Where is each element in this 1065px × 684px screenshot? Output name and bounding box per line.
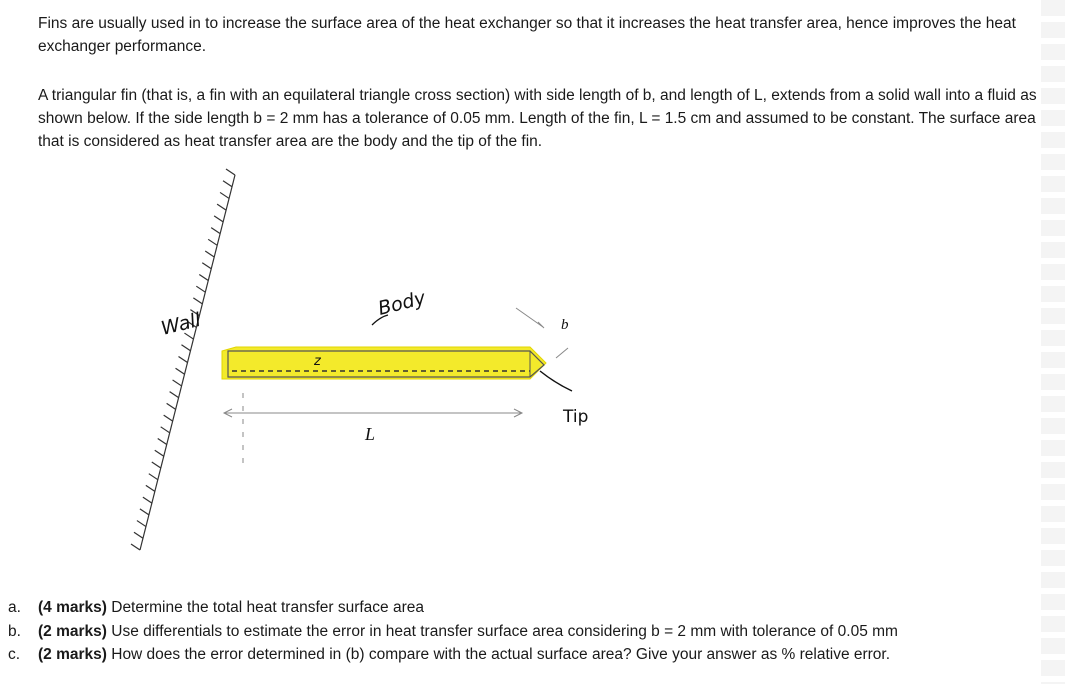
wall-hatch-mark — [202, 263, 211, 269]
wall-hatch-mark — [152, 462, 161, 468]
wall-hatch-mark — [158, 439, 167, 445]
wall-hatch-mark — [211, 228, 220, 234]
question-c-marker: c. — [8, 646, 21, 663]
wall-hatch-mark — [205, 251, 214, 257]
wall-hatch-mark — [149, 474, 158, 480]
question-c-marks: (2 marks) — [38, 646, 107, 663]
question-c — [0, 643, 1050, 667]
question-c-text: How does the error determined in (b) compare with the actual surface area? Give your answer as % relative error. — [106, 646, 891, 663]
page-scrollbar[interactable] — [1041, 0, 1065, 684]
wall-hatch-mark — [161, 427, 170, 433]
intro-paragraph-2: A triangular fin (that is, a fin with an equilateral triangle cross section) with side length of b, and length of L, extends from a solid wall into a fluid as shown below. If the side length b = 2 mm has a tolerance of 0.05 mm. Length of the fin, L = 1.5 cm and assumed to be constant. The surface area that is considered as heat transfer area are the body and the tip of the fin. — [38, 87, 1037, 150]
tip-label: Tip — [563, 407, 589, 427]
wall-hatch-mark — [173, 380, 182, 386]
body-label: Body — [375, 286, 428, 320]
question-b-text: Use differentials to estimate the error in heat transfer surface area considering b = 2 mm with tolerance of 0.05 mm — [106, 622, 898, 640]
wall-hatch-mark — [223, 181, 232, 187]
wall-hatch-mark — [146, 485, 155, 491]
wall-hatch-mark — [181, 345, 190, 351]
question-a-text: Determine the total heat transfer surface area — [106, 599, 424, 616]
side-label-b: b — [561, 317, 569, 333]
wall-hatch-mark — [155, 450, 164, 456]
wall-hatch-mark — [226, 169, 235, 175]
question-a — [0, 596, 1050, 620]
wall-hatch-mark — [176, 368, 185, 374]
wall-hatch-mark — [220, 192, 229, 198]
wall-hatch-mark — [208, 239, 217, 245]
wall-hatch-mark — [214, 216, 223, 222]
intro-paragraph-1: Fins are usually used in to increase the surface area of the heat exchanger so that it increases the heat transfer area, hence improves the heat exchanger performance. — [38, 15, 1016, 55]
question-a-marker: a. — [8, 599, 21, 616]
wall-hatch-mark — [170, 392, 179, 398]
wall-hatch-mark — [193, 298, 202, 304]
wall-hatch-mark — [131, 544, 140, 550]
wall-hatch-mark — [217, 204, 226, 210]
wall-hatch-mark — [167, 403, 176, 409]
wall-label: Wall — [158, 308, 203, 340]
question-list — [0, 596, 1050, 667]
question-a-marks: (4 marks) — [38, 599, 107, 616]
fin-diagram — [0, 165, 1065, 585]
wall-hatch-mark — [137, 521, 146, 527]
question-b-marks: (2 marks) — [38, 622, 107, 640]
length-label-L: L — [365, 424, 376, 444]
axis-label-z: z — [314, 354, 321, 369]
wall-hatch-mark — [134, 532, 143, 538]
wall-hatch-mark — [143, 497, 152, 503]
wall-hatch-mark — [179, 357, 188, 363]
wall-hatching — [131, 169, 235, 550]
wall-hatch-mark — [140, 509, 149, 515]
wall-hatch-mark — [164, 415, 173, 421]
wall-hatch-mark — [199, 274, 208, 280]
question-b — [0, 620, 1050, 644]
fin-body — [222, 347, 546, 379]
question-b-marker: b. — [8, 622, 21, 640]
wall-hatch-mark — [196, 286, 205, 292]
